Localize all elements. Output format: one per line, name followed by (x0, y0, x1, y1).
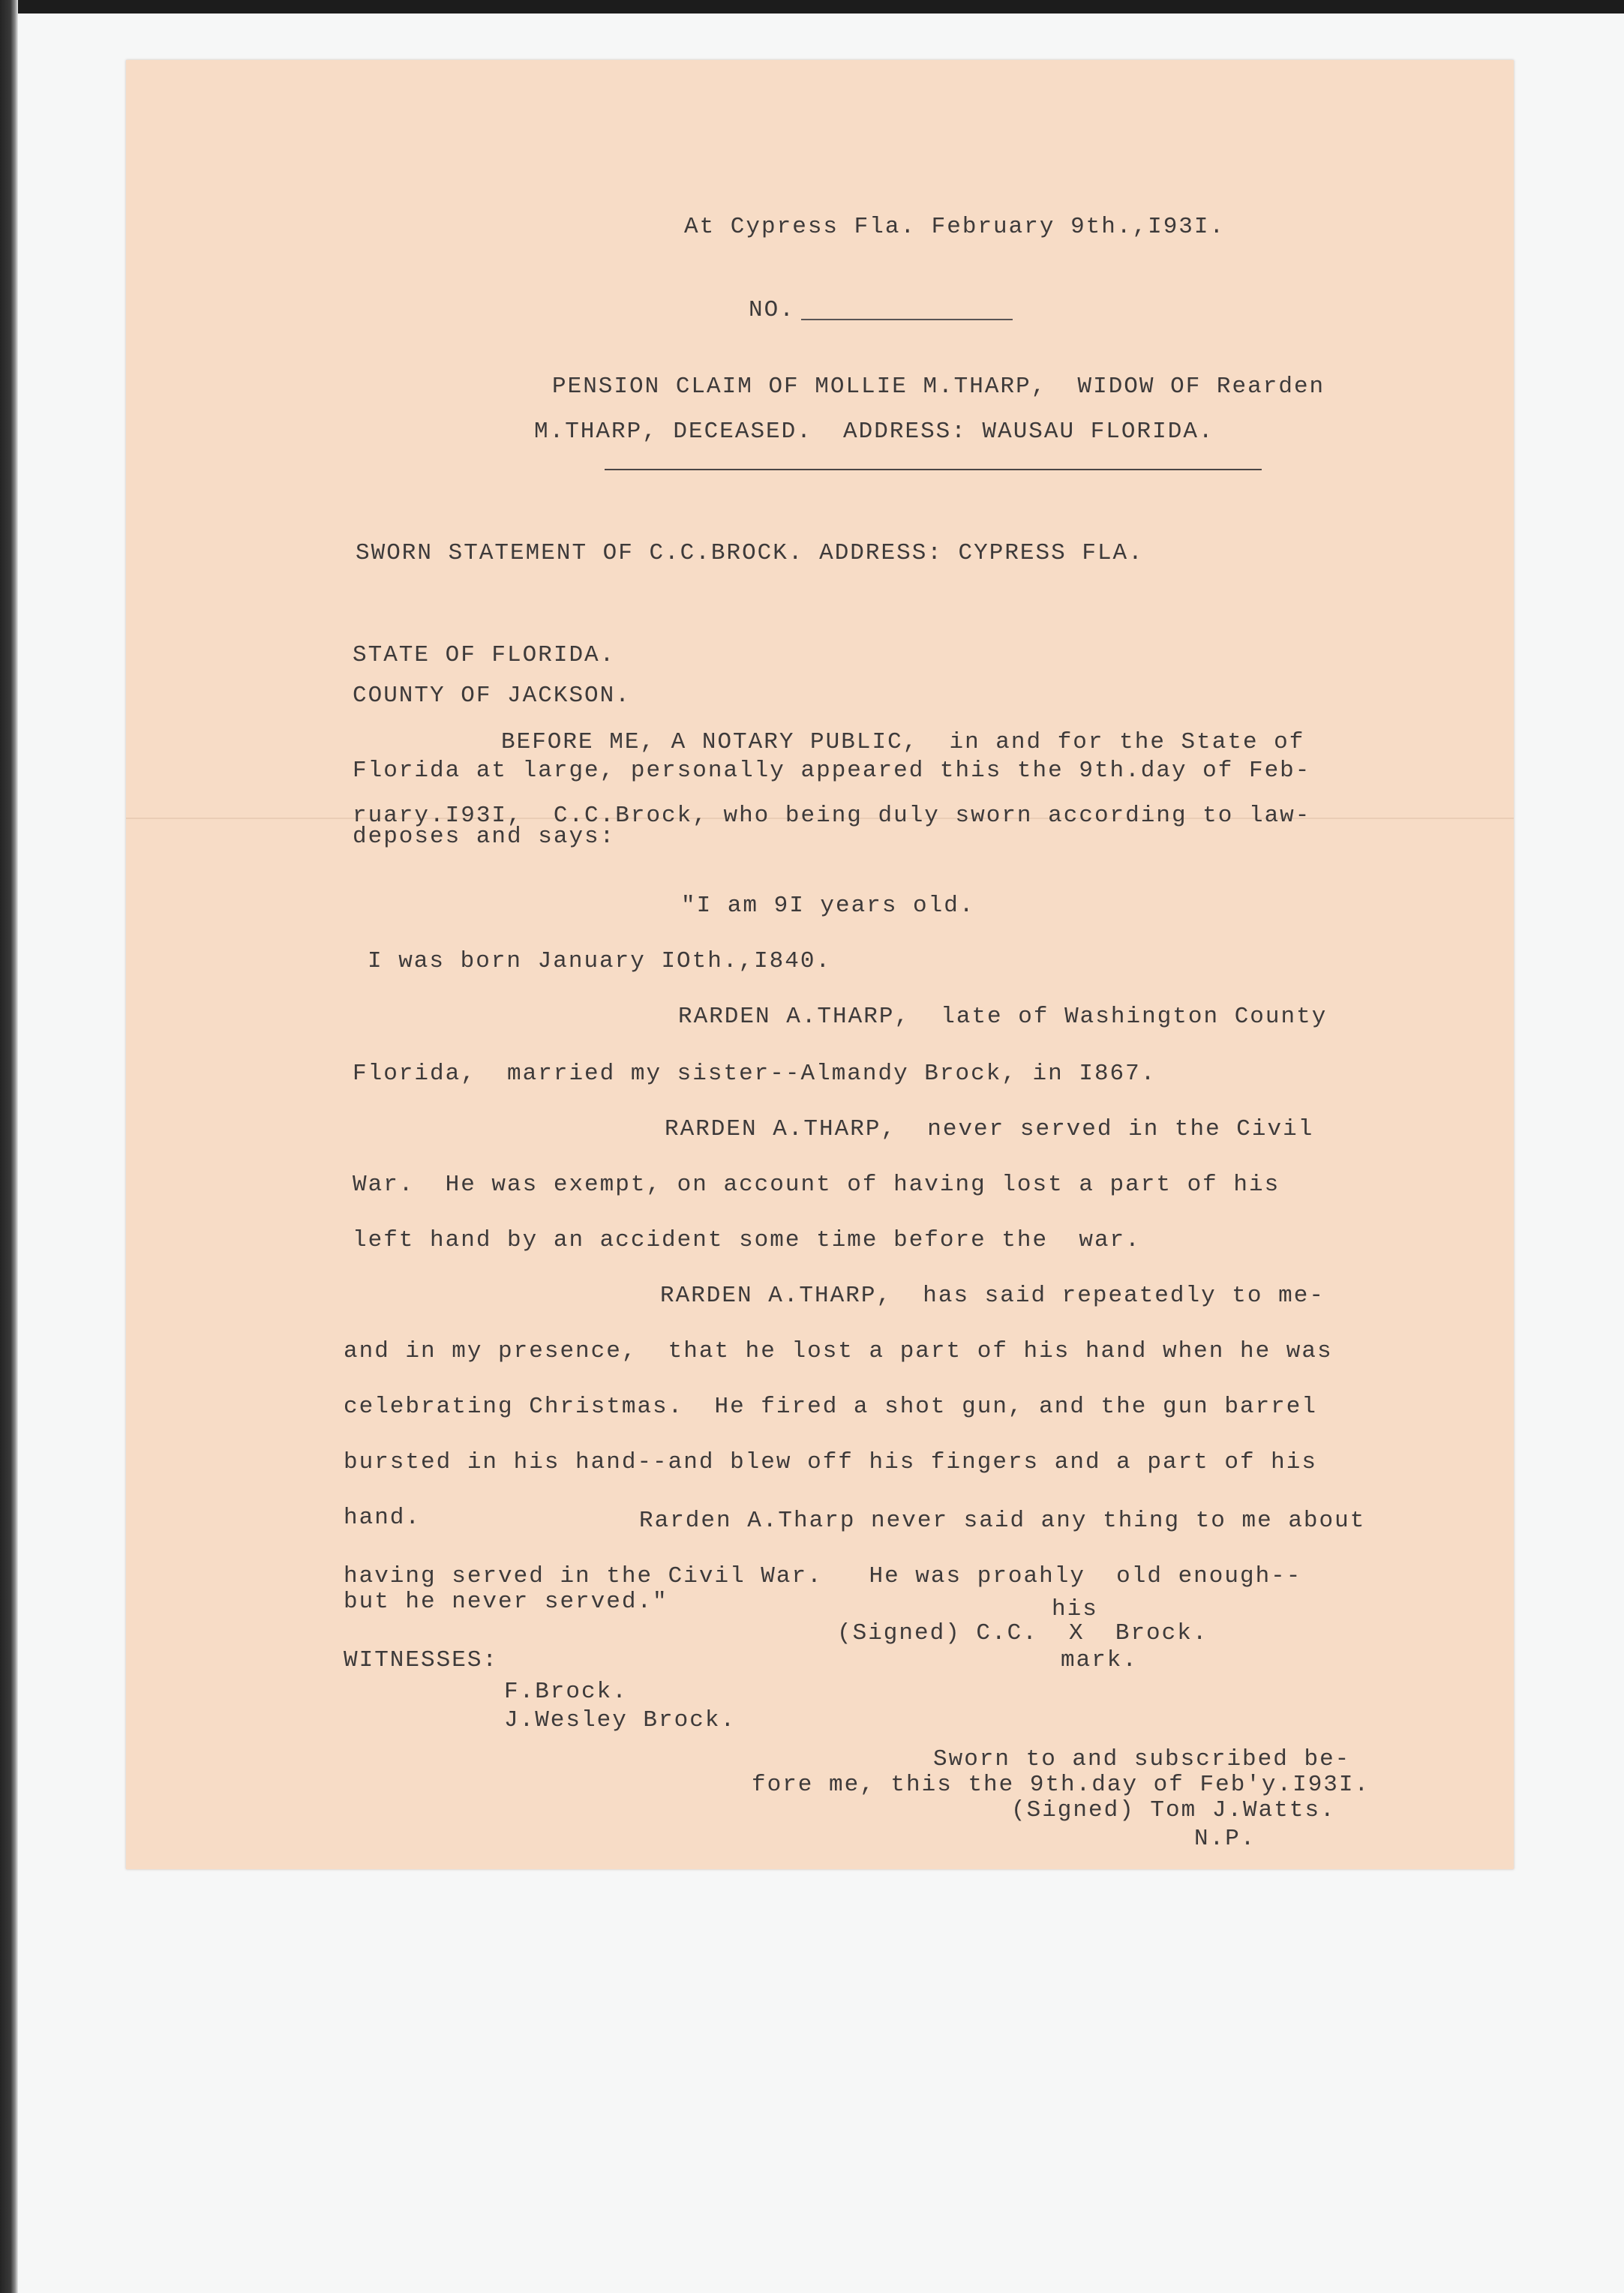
body-line-4: Florida, married my sister--Almandy Brock, in I867. (353, 1061, 1157, 1087)
header-rule (605, 469, 1262, 470)
body-line-11: bursted in his hand--and blew off his fingers and a part of his (344, 1449, 1317, 1475)
scan-top-edge (0, 0, 1624, 14)
body-line-13: Rarden A.Tharp never said any thing to me about (639, 1508, 1366, 1534)
body-line-5: RARDEN A.THARP, never served in the Civil (665, 1116, 1314, 1142)
affidavit-page (126, 60, 1514, 1869)
number-blank-line (801, 319, 1013, 320)
preamble-line-4: deposes and says: (353, 824, 616, 850)
scan-left-edge (0, 0, 18, 2293)
body-line-6: War. He was exempt, on account of having lost a part of his (353, 1172, 1280, 1198)
statement-title: SWORN STATEMENT OF C.C.BROCK. ADDRESS: CYPRESS FLA. (356, 540, 1144, 566)
signature-mark: mark. (1061, 1647, 1139, 1673)
body-line-14: having served in the Civil War. He was proahly old enough-- (344, 1563, 1302, 1589)
jurat-line-2: fore me, this the 9th.day of Feb'y.I93I. (752, 1772, 1370, 1798)
signature-his: his (1052, 1596, 1098, 1622)
jurat-line-3: (Signed) Tom J.Watts. (1011, 1797, 1336, 1823)
body-line-12: hand. (344, 1505, 422, 1531)
preamble-line-1: BEFORE ME, A NOTARY PUBLIC, in and for the State of (501, 729, 1305, 755)
body-line-9: and in my presence, that he lost a part of his hand when he was (344, 1338, 1333, 1364)
jurat-line-1: Sworn to and subscribed be- (933, 1746, 1351, 1772)
jurat-line-4: N.P. (1194, 1826, 1256, 1852)
body-line-born: I was born January IOth.,I840. (368, 948, 832, 974)
witness-1: F.Brock. (504, 1679, 628, 1705)
preamble-line-2: Florida at large, personally appeared this the 9th.day of Feb- (353, 758, 1311, 784)
body-line-3: RARDEN A.THARP, late of Washington County (678, 1004, 1328, 1030)
signature-line: (Signed) C.C. X Brock. (837, 1620, 1208, 1646)
witness-2: J.Wesley Brock. (504, 1707, 737, 1733)
body-line-15: but he never served." (344, 1589, 668, 1615)
claim-line-1: PENSION CLAIM OF MOLLIE M.THARP, WIDOW OF Rearden (552, 374, 1325, 400)
body-line-age: "I am 9I years old. (681, 893, 975, 919)
body-line-8: RARDEN A.THARP, has said repeatedly to me- (660, 1283, 1325, 1309)
body-line-7: left hand by an accident some time before the war. (353, 1227, 1141, 1253)
body-line-10: celebrating Christmas. He fired a shot gun, and the gun barrel (344, 1394, 1317, 1420)
dateline: At Cypress Fla. February 9th.,I93I. (684, 214, 1226, 240)
preamble-line-3: ruary.I93I, C.C.Brock, who being duly sworn according to law- (353, 803, 1311, 829)
venue-state: STATE OF FLORIDA. (353, 642, 616, 668)
claim-line-2: M.THARP, DECEASED. ADDRESS: WAUSAU FLORIDA. (534, 419, 1214, 445)
venue-county: COUNTY OF JACKSON. (353, 683, 631, 709)
witnesses-label: WITNESSES: (344, 1647, 499, 1673)
number-label: NO. (749, 297, 795, 323)
